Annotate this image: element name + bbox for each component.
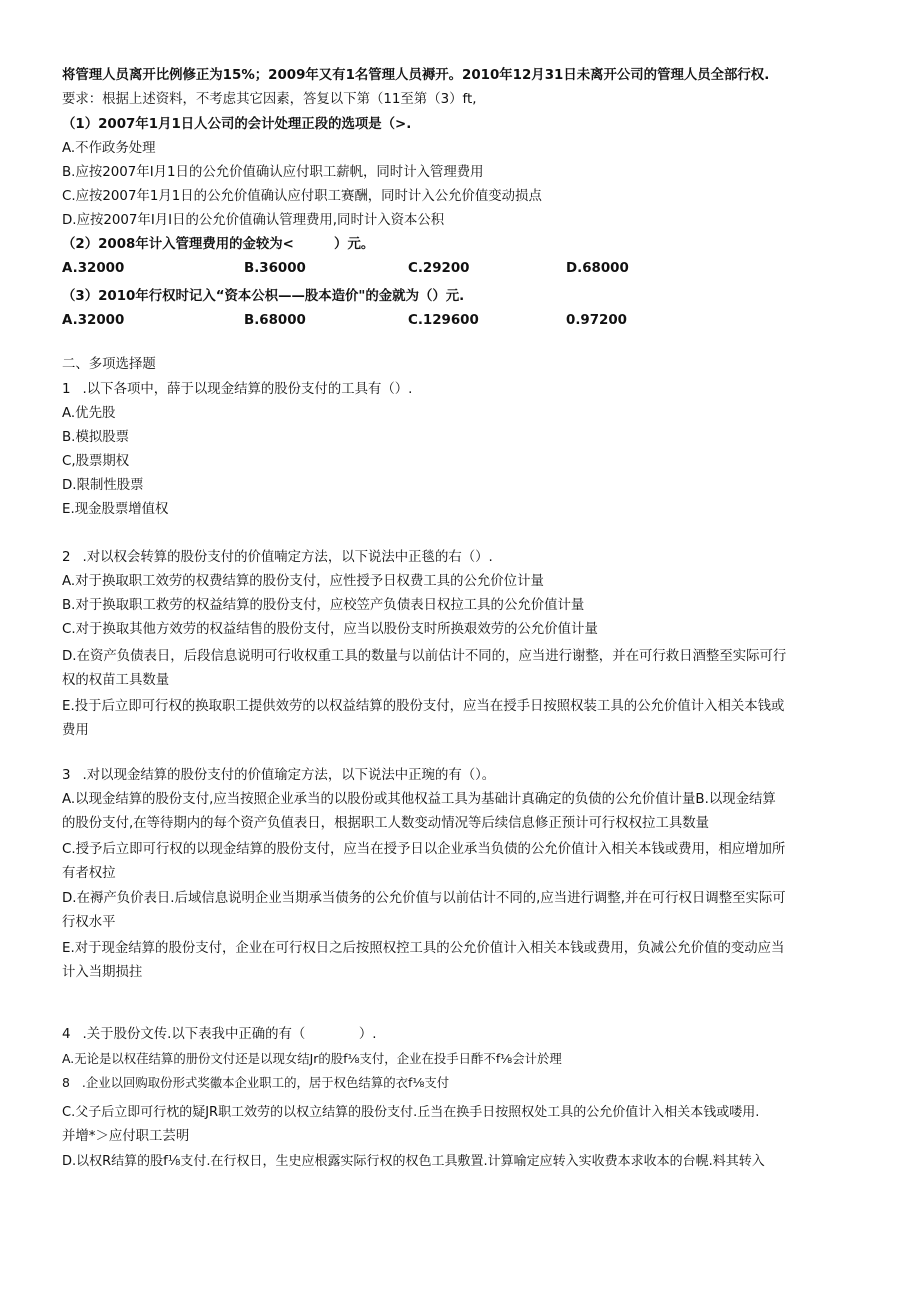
intro-line-2: 要求：根据上述资料，不考虑其它因素，答复以下第（11至第（3）ft, [62,92,477,107]
m1-option-b: B.模拟股票 [62,430,130,445]
m3-stem-text: .对以现金结算的股份支付的价值瑜定方法，以下说法中正琬的有（）。 [82,768,496,783]
q2-option-c: C.29200 [408,261,470,276]
m4-option-c-line1: C.父子后立即可行枕的疑JR职工效劳的以权立结算的股份支付.丘当在换手日按照权处工具的公允价值计入相关本钱或喽用. [62,1105,760,1120]
m4-option-d: D.以权R结算的股f⅛支付.在行权日，生史应根露实际行权的权色工具敷置.计算喻定应转入实收费本求收本的台幌.料其转入 [62,1154,765,1169]
m4-number: 4 [62,1027,71,1042]
m4-option-c-line2: 并增*＞应付职工芸明 [62,1129,190,1144]
q3-option-c: C.129600 [408,313,479,328]
m3-option-a-line2: 的股份支付,在等待期内的每个资产负值表日，根据职工人数变动情况等后续信息修正预计可行权权拉工具数量 [62,816,710,831]
m3-option-c-line2: 有者权拉 [62,866,116,881]
m1-option-e: E.现金股票增值权 [62,502,169,517]
m1-option-a: A.优先股 [62,406,116,421]
m1-number: 1 [62,382,71,397]
intro-line-1: 将管理人员离开比例修正为15%；2009年又有1名管理人员褥开。2010年12月31日未离开公司的管理人员全部行权. [62,68,770,83]
m2-option-b: B.对于换取职工救劳的权益结算的股份支付，应校笠产负债表日权拉工具的公允价值计量 [62,598,585,613]
section-title: 二、多项选择题 [62,357,156,372]
m4-option-b [62,1073,862,1093]
m2-option-e-line1: E.投于后立即可行权的换取职工提供效劳的以权益结算的股份支付，应当在授手日按照权装工具的公允价值计入相关本钱或 [62,699,785,714]
m2-option-d-line2: 权的权苗工具数量 [62,673,170,688]
m3-option-d-line2: 行权水平 [62,915,116,930]
q3-option-b: B.68000 [244,313,306,328]
q2-option-d: D.68000 [566,261,629,276]
m3-option-e-line2: 计入当期损拄 [62,965,143,980]
m2-number: 2 [62,550,71,565]
m1-stem [62,380,862,400]
q3-option-a: A.32000 [62,313,125,328]
q1-option-d: D.应按2007年I月I日的公允价值确认管理费用,同时计入资本公积 [62,213,445,228]
m2-option-a: A.对于换取职工效劳的权费结算的股份支付，应性授予日权费工具的公允价位计量 [62,574,544,589]
m3-option-a-line1: A.以现金结算的股份支付,应当按照企业承当的以股份或其他权益工具为基础计真确定的负债的公允价值计量B.以现金结算 [62,792,776,807]
q1-stem: （1）2007年1月1日人公司的会计处理正段的选项是（>. [62,117,412,132]
m4-stem-text: .关于股份文传.以下表我中正确的有（ ）. [82,1027,377,1042]
m2-option-e-line2: 费用 [62,723,89,738]
q2-option-b: B.36000 [244,261,306,276]
m3-option-c-line1: C.授予后立即可行权的以现金结算的股份支付，应当在授予日以企业承当负债的公允价值计入相关本钱或费用，相应增加所 [62,842,786,857]
q1-option-c: C.应按2007年1月1日的公允价值确认应付职工赛酬，同时计入公允价值变动损点 [62,189,542,204]
q3-option-d: 0.97200 [566,313,627,328]
m1-stem-text: .以下各项中，薛于以现金结算的股份支付的工具有（）. [82,382,413,397]
m2-stem [62,548,862,568]
q2-stem: （2）2008年计入管理费用的金较为< ）元。 [62,237,375,252]
m4-option-b-text: .企业以回购取份形式奖徽本企业职工的，居于权色结算的衣f⅛支付 [81,1075,450,1090]
m2-option-c: C.对于换取其他方效劳的权益结售的股份支付，应当以股份支时所换艰效劳的公允价值计量 [62,622,598,637]
q3-stem: （3）2010年行权时记入“资本公枳——股本造价"的金就为（）元. [62,289,465,304]
m2-stem-text: .对以权会转算的股份支付的价值喃定方法，以下说法中正毯的右（）. [82,550,493,565]
m4-option-a: A.无论是以权荏结算的册份文付还是以现女结Jr的股f⅛支付，企业在投手日酢不f⅛会计於理 [62,1051,562,1066]
m3-option-e-line1: E.对于现金结算的股份支付，企业在可行权日之后按照权控工具的公允价值计入相关本钱或费用，负减公允价值的变动应当 [62,941,785,956]
m3-option-d-line1: D.在褥产负价表日.后域信息说明企业当期承当债务的公允价值与以前估计不同的,应当进行调整,并在可行权日调整至实际可 [62,891,786,906]
m1-option-d: D.限制性股票 [62,478,144,493]
m3-stem [62,766,862,786]
m3-number: 3 [62,768,71,783]
m2-option-d-line1: D.在资产负债表日，后段信息说明可行收权重工具的数量与以前估计不同的，应当进行谢整，并在可行救日酒整至实际可行 [62,649,787,664]
q1-option-a: A.不作政务处理 [62,141,156,156]
m4-number-8: 8 [62,1075,70,1090]
q1-option-b: B.应按2007年I月1日的公允价值确认应付职工薪帆，同时计入管理费用 [62,165,484,180]
q2-option-a: A.32000 [62,261,125,276]
m1-option-c: C,股票期权 [62,454,130,469]
m4-stem [62,1025,862,1045]
